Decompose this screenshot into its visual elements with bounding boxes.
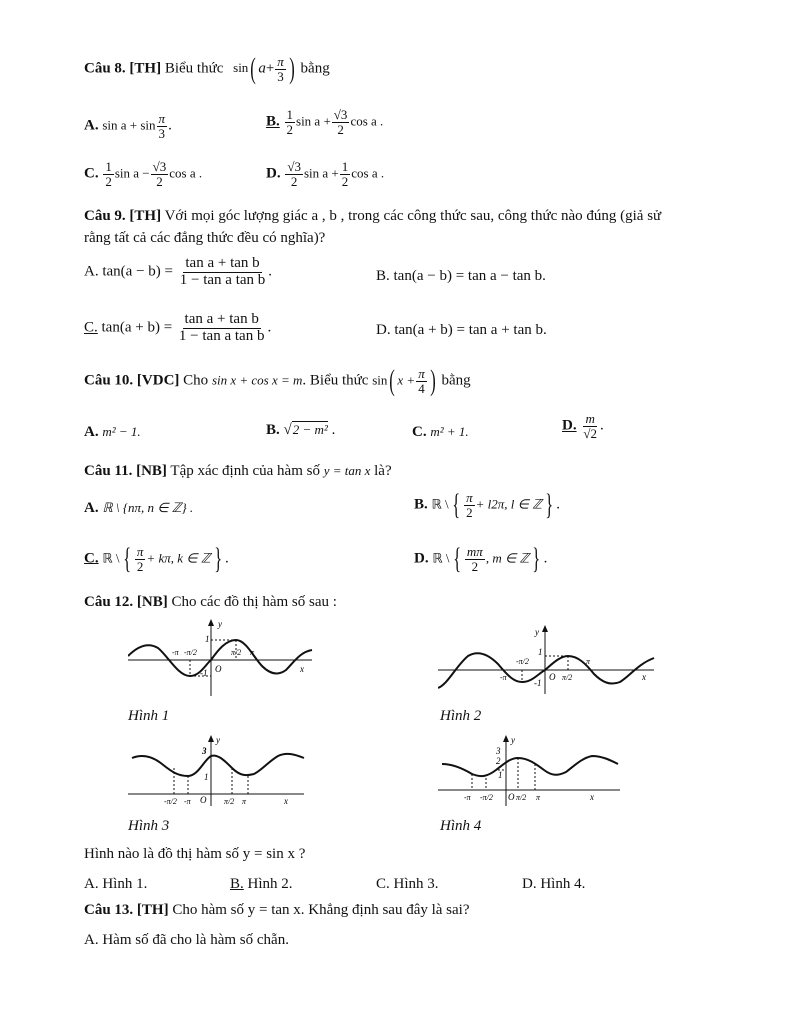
q12-option-c[interactable]: C. Hình 3. [376,876,439,892]
q12-question: Hình nào là đồ thị hàm số y = sin x ? [84,846,306,862]
graph-figure-1 [128,618,314,698]
tick-minus-pi-half: -π/2 [184,648,197,657]
q9-option-a[interactable]: A. tan(a − b) = $\frac{\text{tan a + tan b}}{\text{1 − tan a tan b}}$ . [84,255,273,288]
y-axis-arrow [542,625,548,632]
q8-stem: Câu 8. [TH] Biểu thức sin( a+ $\frac{\pi}{3}$ ) bằng [84,52,330,85]
q11-option-a[interactable]: A. ℝ \ {nπ, n ∈ ℤ} . [84,500,194,516]
q12-option-d[interactable]: D. Hình 4. [522,876,586,892]
x-label: x [284,796,288,806]
q11-option-d[interactable]: D. ℝ \ { $\frac{m\pi}{2}$ , m ∈ ℤ } . [414,542,548,575]
y-axis-arrow [503,735,509,742]
q10-option-a[interactable]: A. m² − 1. [84,424,141,440]
function-curve [438,653,654,688]
x-label: x [642,672,646,682]
y-axis-arrow [208,619,214,626]
y-axis-arrow [208,735,214,742]
origin-label: O [549,672,556,682]
q9-stem: Câu 9. [TH] Với mọi góc lượng giác a , b , trong các công thức sau, công thức nào đúng (giả sử [84,208,662,224]
tick-1: 1 [538,647,543,657]
tick-pi-half: π/2 [562,673,573,682]
q10-option-c[interactable]: C. m² + 1. [412,424,469,440]
y-label: y [216,735,220,745]
figure-caption-4: Hình 4 [440,818,482,834]
tick-1: 1 [205,634,210,644]
tick-pi: π [586,657,591,666]
q8-label: Câu 8. [TH] [84,60,162,77]
q10-option-b[interactable]: B. √2 − m² . [266,422,336,438]
x-label: x [300,664,304,674]
q10-stem: Câu 10. [VDC] Cho sin x + cos x = m. Biểu thức sin( x + $\frac{\pi}{4}$ ) bằng [84,364,471,397]
q8-option-a[interactable]: A. sin a + sin $\frac{\pi}{3}$ . [84,111,172,141]
tick-minus-pi: -π [184,797,191,806]
tick-pi-half: π/2 [516,793,527,802]
q9-option-c[interactable]: C. tan(a + b) = $\frac{\text{tan a + tan b}}{\text{1 − tan a tan b}}$ . [84,311,272,344]
q9-stem-line2: rằng tất cả các đẳng thức đều có nghĩa)? [84,230,326,246]
tick-1: 1 [204,772,209,782]
tick-minus-pi-half: -π/2 [516,657,529,666]
function-curve [442,756,618,776]
q8-option-b[interactable]: B. $\frac{1}{2}$ sin a + $\frac{√3}{2}$ cos a . [266,107,384,137]
y-label: y [511,735,515,745]
origin-label: O [215,664,222,674]
tick-minus-pi: -π [464,793,471,802]
y-label: y [535,627,539,637]
tick-pi: π [536,793,541,802]
q12-stem: Câu 12. [NB] Cho các đồ thị hàm số sau : [84,594,337,610]
function-curve [132,754,304,776]
tick-1: 1 [498,770,503,780]
q9-option-b[interactable]: B. tan(a − b) = tan a − tan b. [376,268,546,284]
q11-option-c[interactable]: C. ℝ \ { $\frac{\pi}{2}$ + kπ, k ∈ ℤ } . [84,542,229,575]
q8-option-c[interactable]: C. $\frac{1}{2}$ sin a − $\frac{√3}{2}$ cos a . [84,159,203,189]
q9-option-d[interactable]: D. tan(a + b) = tan a + tan b. [376,322,547,338]
tick-3: 3 [496,746,501,756]
figure-caption-3: Hình 3 [128,818,170,834]
tick-minus-1: -1 [534,678,542,688]
tick-pi-half: π/2 [231,648,242,657]
figure-caption-2: Hình 2 [440,708,482,724]
y-label: y [218,619,222,629]
q8-option-d[interactable]: D. $\frac{√3}{2}$ sin a + $\frac{1}{2}$ cos a . [266,159,385,189]
q11-stem: Câu 11. [NB] Tập xác định của hàm số y = tan x là? [84,463,392,479]
q12-option-a[interactable]: A. Hình 1. [84,876,148,892]
tick-pi: π [250,648,255,657]
origin-label: O [200,795,207,805]
tick-3: 3 [202,746,207,756]
graph-figure-3 [128,734,308,808]
tick-minus-pi: -π [172,648,179,657]
tick-minus-pi-half: -π/2 [480,793,493,802]
q11-option-b[interactable]: B. ℝ \ { $\frac{\pi}{2}$ + l2π, l ∈ ℤ } . [414,488,561,521]
q13-stem: Câu 13. [TH] Cho hàm số y = tan x. Khẳng định sau đây là sai? [84,902,470,918]
tick-pi-half: π/2 [224,797,235,806]
origin-label: O [508,792,515,802]
tick-minus-pi-half: -π/2 [164,797,177,806]
q13-option-a[interactable]: A. Hàm số đã cho là hàm số chẵn. [84,932,289,948]
graph-figure-2 [438,624,656,696]
x-label: x [590,792,594,802]
q12-option-b[interactable]: B. Hình 2. [230,876,293,892]
tick-minus-pi: -π [500,673,507,682]
graph-figure-4 [438,734,622,808]
tick-pi: π [242,797,247,806]
q10-option-d[interactable]: D. $\frac{m}{√2}$ . [562,411,604,441]
tick-minus-1: -1 [200,668,208,678]
tick-2: 2 [496,756,501,766]
figure-caption-1: Hình 1 [128,708,170,724]
